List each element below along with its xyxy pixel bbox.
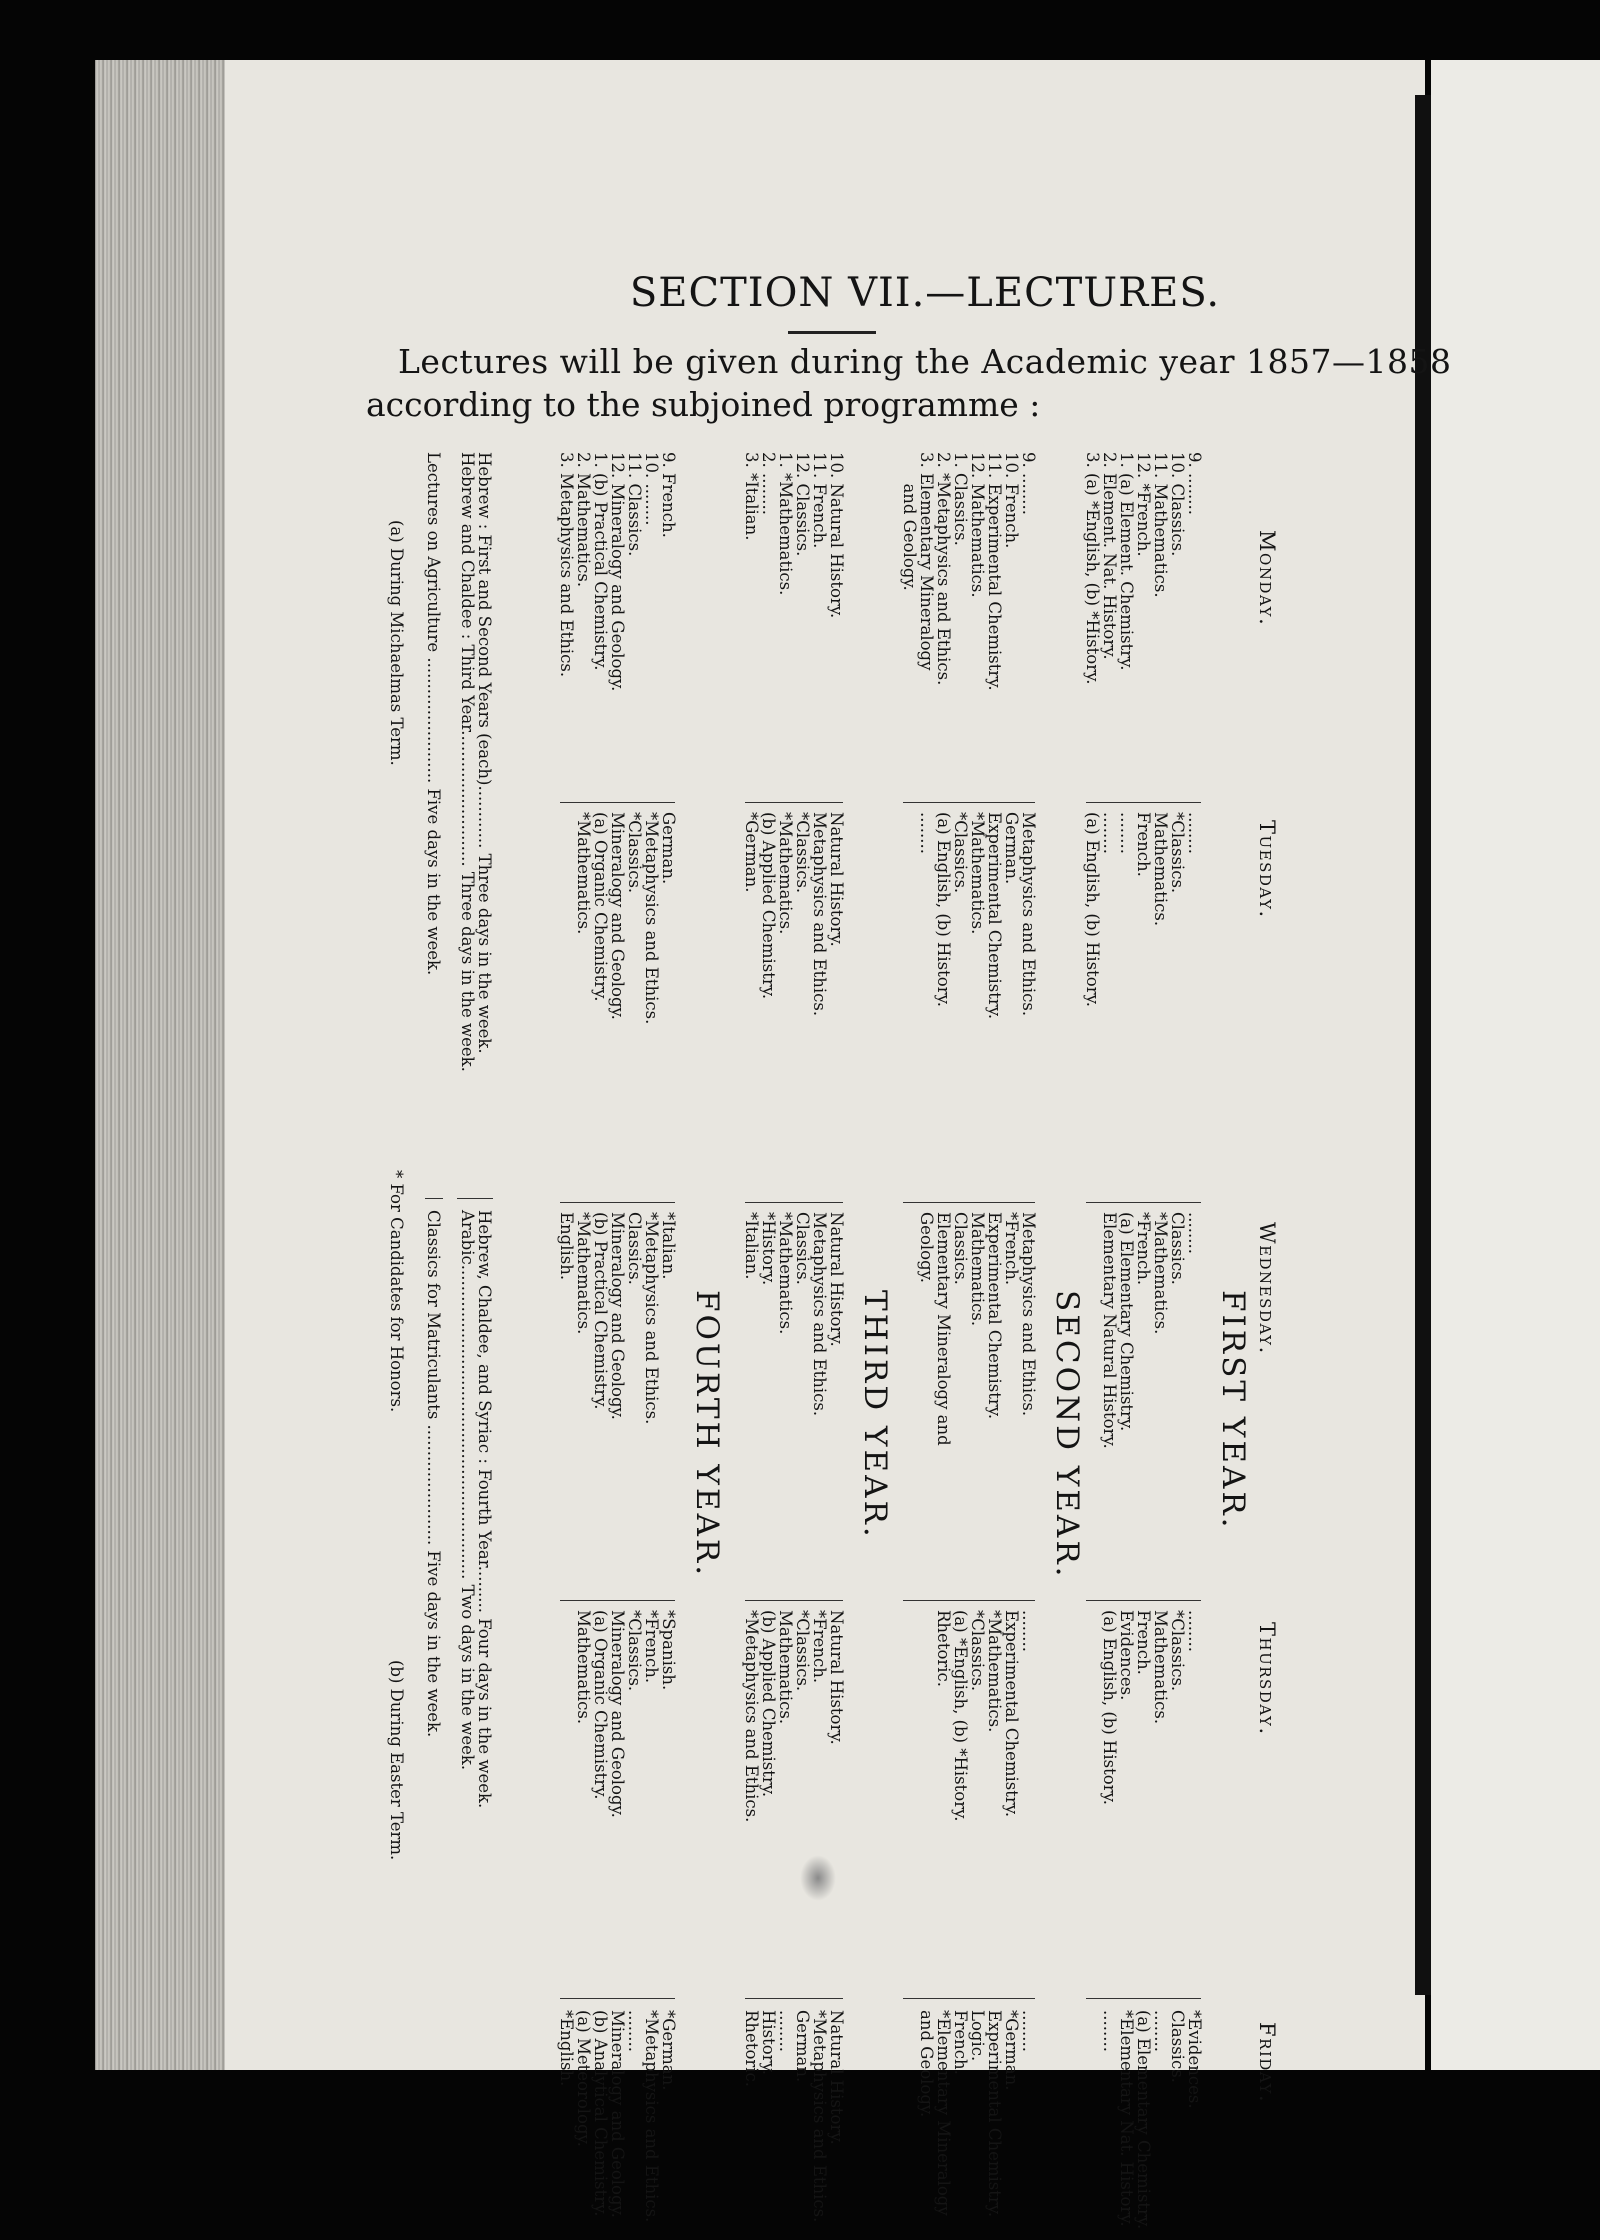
matriculants-note: Classics for Matriculants ....................... Five days in the week. (424, 1210, 443, 1738)
lecture-entry: Experimental Chemistry. (985, 2010, 1004, 2218)
lecture-entry: ........ (1019, 1610, 1038, 1652)
lecture-entry: German. (793, 2010, 812, 2083)
lecture-entry: ........ (776, 2010, 795, 2052)
lecture-entry: Mineralogy and Geology. (608, 1610, 627, 1818)
footnote-honors: * For Candidates for Honors. (387, 1170, 406, 1413)
lecture-entry: 9. ........ (1185, 452, 1204, 515)
lecture-entry: Classics. (951, 1212, 970, 1285)
lecture-entry: (b) Applied Chemistry. (759, 812, 778, 1000)
lecture-entry: 2. ........ (759, 452, 778, 515)
day-monday: Monday. (1255, 530, 1279, 627)
lecture-entry: 2. Element. Nat. History. (1100, 452, 1119, 660)
lecture-entry: *Mathematics. (776, 1212, 795, 1335)
lecture-entry: *Elementary Nat. History. (1117, 2010, 1136, 2227)
lecture-entry: (a) Meteorology. (574, 2010, 593, 2147)
cell-wednesday (1101, 1212, 1203, 1449)
lecture-entry: French. (1134, 812, 1153, 877)
lecture-entry: English. (557, 1212, 576, 1281)
lecture-entry: (b) Applied Chemistry. (759, 1610, 778, 1798)
lecture-entry: Evidences. (1117, 1610, 1136, 1701)
lecture-entry: 10. Natural History. (827, 452, 846, 619)
lecture-entry: 1. Classics. (951, 452, 970, 546)
lecture-entry: Metaphysics and Ethics. (1019, 812, 1038, 1017)
lecture-entry: *Metaphysics and Ethics. (742, 1610, 761, 1823)
hebrew-left-2: Hebrew and Chaldee : Third Year.......................... Three days in the week. (458, 452, 477, 1072)
lecture-entry: Classics. (793, 1212, 812, 1285)
cell-monday (1084, 452, 1203, 684)
cell-tuesday (918, 812, 1037, 1019)
cell-tuesday (1084, 812, 1203, 1007)
cell-monday (558, 452, 677, 691)
column-divider (1086, 802, 1201, 803)
cell-thursday (1101, 1610, 1203, 1805)
lecture-entry: 11. Mathematics. (1151, 452, 1170, 598)
lecture-entry: *Metaphysics and Ethics. (642, 2010, 661, 2223)
lecture-entry: (b) Analytical Chemistry. (591, 2010, 610, 2217)
lecture-entry: ........ (1151, 2010, 1170, 2052)
lecture-entry: French. (1134, 1610, 1153, 1675)
lecture-entry: *Elementary Mineralogy (934, 2010, 953, 2216)
cell-tuesday (743, 812, 845, 1016)
lecture-entry: History. (759, 2010, 778, 2075)
lecture-entry: Natural History. (827, 2010, 846, 2145)
section-title: SECTION VII.—LECTURES. (629, 270, 1221, 316)
lecture-entry: 12. Mineralogy and Geology. (608, 452, 627, 692)
footnote-easter: (b) During Easter Term. (387, 1660, 406, 1861)
footnote-michaelmas: (a) During Michaelmas Term. (387, 520, 406, 766)
lecture-entry: *English. (557, 2010, 576, 2087)
column-divider (560, 1202, 675, 1203)
lecture-entry: and Geology. (900, 452, 919, 591)
lecture-entry: 11. French. (810, 452, 829, 549)
facing-page-margin (1431, 60, 1600, 2070)
lecture-entry: 3. Elementary Mineralogy (917, 452, 936, 671)
column-divider (560, 1998, 675, 1999)
agri-divider (425, 1198, 443, 1199)
lecture-entry: Metaphysics and Ethics. (810, 812, 829, 1017)
cell-friday (558, 2010, 677, 2222)
lecture-entry: *Classics. (1168, 812, 1187, 894)
agriculture-note: Lectures on Agriculture ........................ Five days in the week. (424, 452, 443, 976)
lecture-entry: *Classics. (625, 1610, 644, 1692)
lecture-entry: 12. *French. (1134, 452, 1153, 557)
lecture-entry: Classics. (1168, 2010, 1187, 2083)
column-divider (560, 802, 675, 803)
cell-friday (743, 2010, 845, 2222)
lecture-entry: *Evidences. (1185, 2010, 1204, 2109)
lecture-entry: *Spanish. (659, 1610, 678, 1691)
day-thursday: Thursday. (1255, 1622, 1279, 1736)
lecture-entry: 9. ........ (1019, 452, 1038, 515)
lecture-entry: Geology. (917, 1212, 936, 1284)
timetable (365, 450, 1279, 2240)
lecture-entry: *Mathematics. (776, 812, 795, 935)
lecture-entry: ........ (1185, 1610, 1204, 1652)
lecture-entry: *Classics. (1168, 1610, 1187, 1692)
lecture-entry: Metaphysics and Ethics. (1019, 1212, 1038, 1417)
column-divider (1086, 1998, 1201, 1999)
lecture-entry: *Mathematics. (1151, 1212, 1170, 1335)
lecture-entry: 1. (b) Practical Chemistry. (591, 452, 610, 671)
hebrew-divider (457, 1198, 493, 1199)
lecture-entry: ........ (917, 812, 936, 854)
lecture-entry: 2. *Metaphysics and Ethics. (934, 452, 953, 686)
lecture-entry: Mathematics. (1151, 1610, 1170, 1725)
title-rule (788, 331, 876, 334)
page-edge-stack (95, 60, 225, 2070)
lecture-entry: (a) Organic Chemistry. (591, 1610, 610, 1800)
lecture-entry: *French. (642, 1610, 661, 1684)
lecture-entry: Mineralogy and Geology. (608, 1212, 627, 1420)
lecture-entry: *Mathematics. (968, 812, 987, 935)
lecture-entry: *French. (810, 1610, 829, 1684)
lecture-entry: 10. Classics. (1168, 452, 1187, 557)
lecture-entry: 3. (a) *English, (b) *History. (1083, 452, 1102, 685)
lecture-entry: *Mathematics. (574, 1212, 593, 1335)
intro-line-1: Lectures will be given during the Academic year 1857—1858 (398, 342, 1452, 381)
cell-thursday (575, 1610, 677, 1818)
lecture-entry: *Metaphysics and Ethics. (810, 2010, 829, 2223)
lecture-entry: Classics. (1168, 1212, 1187, 1285)
lecture-entry: Mathematics. (776, 1610, 795, 1725)
year-heading: THIRD YEAR. (857, 1290, 893, 1540)
column-divider (745, 1998, 843, 1999)
year-heading: SECOND YEAR. (1049, 1290, 1085, 1580)
lecture-entry: ........ (1185, 1212, 1204, 1254)
lecture-entry: Experimental Chemistry. (985, 812, 1004, 1020)
lecture-entry: 10. ........ (642, 452, 661, 526)
lecture-entry: *German. (1002, 2010, 1021, 2091)
lecture-entry: (a) English, (b) History. (1083, 812, 1102, 1007)
lecture-entry: (a) Elementary Chemistry. (1117, 1212, 1136, 1432)
cell-monday (901, 452, 1037, 691)
lecture-entry: Logic. (968, 2010, 987, 2062)
lecture-entry: *German. (659, 2010, 678, 2091)
lecture-entry: Elementary Mineralogy and (934, 1212, 953, 1446)
lecture-entry: *Classics. (793, 1610, 812, 1692)
lecture-entry: (a) Organic Chemistry. (591, 812, 610, 1002)
hebrew-right-2: Arabic............................................................ Two days in the week. (458, 1210, 477, 1771)
lecture-entry: ........ (625, 2010, 644, 2052)
lecture-entry: 12. Classics. (793, 452, 812, 557)
lecture-entry: *French. (1002, 1212, 1021, 1286)
cell-monday (743, 452, 845, 618)
cell-thursday (935, 1610, 1037, 1821)
lecture-entry: *Classics. (793, 812, 812, 894)
cell-wednesday (743, 1212, 845, 1416)
lecture-entry: ........ (1100, 812, 1119, 854)
lecture-entry: *Metaphysics and Ethics. (642, 1212, 661, 1425)
column-divider (745, 1202, 843, 1203)
lecture-entry: (a) English, (b) History. (1100, 1610, 1119, 1805)
column-divider (560, 1600, 675, 1601)
lecture-entry: ........ (1117, 812, 1136, 854)
lecture-entry: *French. (1134, 1212, 1153, 1286)
lecture-entry: 11. Classics. (625, 452, 644, 557)
lecture-entry: Rhetoric. (934, 1610, 953, 1688)
column-divider (903, 1600, 1035, 1601)
lecture-entry: and Geology. (917, 2010, 936, 2118)
column-divider (745, 1600, 843, 1601)
lecture-entry: 10. French. (1002, 452, 1021, 549)
column-divider (1086, 1600, 1201, 1601)
cell-tuesday (575, 812, 677, 1024)
year-heading: FOURTH YEAR. (689, 1290, 725, 1579)
cell-wednesday (918, 1212, 1037, 1446)
lecture-entry: 3. Metaphysics and Ethics. (557, 452, 576, 678)
lecture-entry: *Italian. (659, 1212, 678, 1280)
hebrew-right-1: Hebrew, Chaldee, and Syriac : Fourth Year......... Four days in the week. (475, 1210, 494, 1809)
lecture-entry: ........ (1185, 812, 1204, 854)
lecture-entry: ........ (1100, 2010, 1119, 2052)
lecture-entry: *Metaphysics and Ethics. (642, 812, 661, 1025)
lecture-entry: Experimental Chemistry. (1002, 1610, 1021, 1818)
lecture-entry: *Classics. (625, 812, 644, 894)
lecture-entry: Classics. (625, 1212, 644, 1285)
lecture-entry: French. (951, 2010, 970, 2075)
lecture-entry: Natural History. (827, 1610, 846, 1745)
column-divider (903, 1202, 1035, 1203)
lecture-entry: *Italian. (742, 1212, 761, 1280)
lecture-entry: Metaphysics and Ethics. (810, 1212, 829, 1417)
lecture-entry: Experimental Chemistry. (985, 1212, 1004, 1420)
cell-friday (918, 2010, 1037, 2217)
lecture-entry: (a) Elementary Chemistry. (1134, 2010, 1153, 2230)
lecture-entry: Rhetoric. (742, 2010, 761, 2088)
intro-line-2: according to the subjoined programme : (366, 385, 1041, 424)
lecture-entry: (a) English, (b) History. (934, 812, 953, 1007)
lecture-entry: German. (1002, 812, 1021, 885)
cell-wednesday (558, 1212, 677, 1424)
lecture-entry: *Mathematics. (985, 1610, 1004, 1733)
lecture-entry: Mathematics. (968, 1212, 987, 1327)
lecture-entry: *History. (759, 1212, 778, 1286)
day-wednesday: Wednesday. (1255, 1222, 1279, 1355)
lecture-entry: Mineralogy and Geology. (608, 2010, 627, 2218)
hebrew-left-1: Hebrew : First and Second Years (each)............ Three days in the week. (475, 452, 494, 1054)
lecture-entry: Natural History. (827, 812, 846, 947)
day-tuesday: Tuesday. (1255, 820, 1279, 919)
lecture-entry: 12. Mathematics. (968, 452, 987, 598)
column-divider (745, 802, 843, 803)
lecture-entry: 1. (a) Element. Chemistry. (1117, 452, 1136, 671)
lecture-entry: Natural History. (827, 1212, 846, 1347)
lecture-entry: (a) *English, (b) *History. (951, 1610, 970, 1822)
day-friday: Friday. (1255, 2022, 1279, 2104)
column-divider (903, 1998, 1035, 1999)
lecture-entry: 2. Mathematics. (574, 452, 593, 588)
lecture-entry: Mathematics. (574, 1610, 593, 1725)
lecture-entry: Mineralogy and Geology. (608, 812, 627, 1020)
lecture-entry: (b) Practical Chemistry. (591, 1212, 610, 1410)
column-divider (903, 802, 1035, 803)
lecture-entry: *German. (742, 812, 761, 893)
lecture-entry: Mathematics. (1151, 812, 1170, 927)
lecture-entry: *Classics. (968, 1610, 987, 1692)
lecture-entry: *Classics. (951, 812, 970, 894)
lecture-entry: 9. French. (659, 452, 678, 538)
lecture-entry: 11. Experimental Chemistry. (985, 452, 1004, 691)
lecture-entry: 3. *Italian. (742, 452, 761, 541)
column-divider (1086, 1202, 1201, 1203)
lecture-entry: German. (659, 812, 678, 885)
cell-thursday (743, 1610, 845, 1822)
lecture-entry: 1. *Mathematics. (776, 452, 795, 596)
lecture-entry: Elementary Natural History. (1100, 1212, 1119, 1449)
year-heading: FIRST YEAR. (1215, 1290, 1251, 1531)
lecture-entry: *Mathematics. (574, 812, 593, 935)
lecture-entry: ........ (1019, 2010, 1038, 2052)
